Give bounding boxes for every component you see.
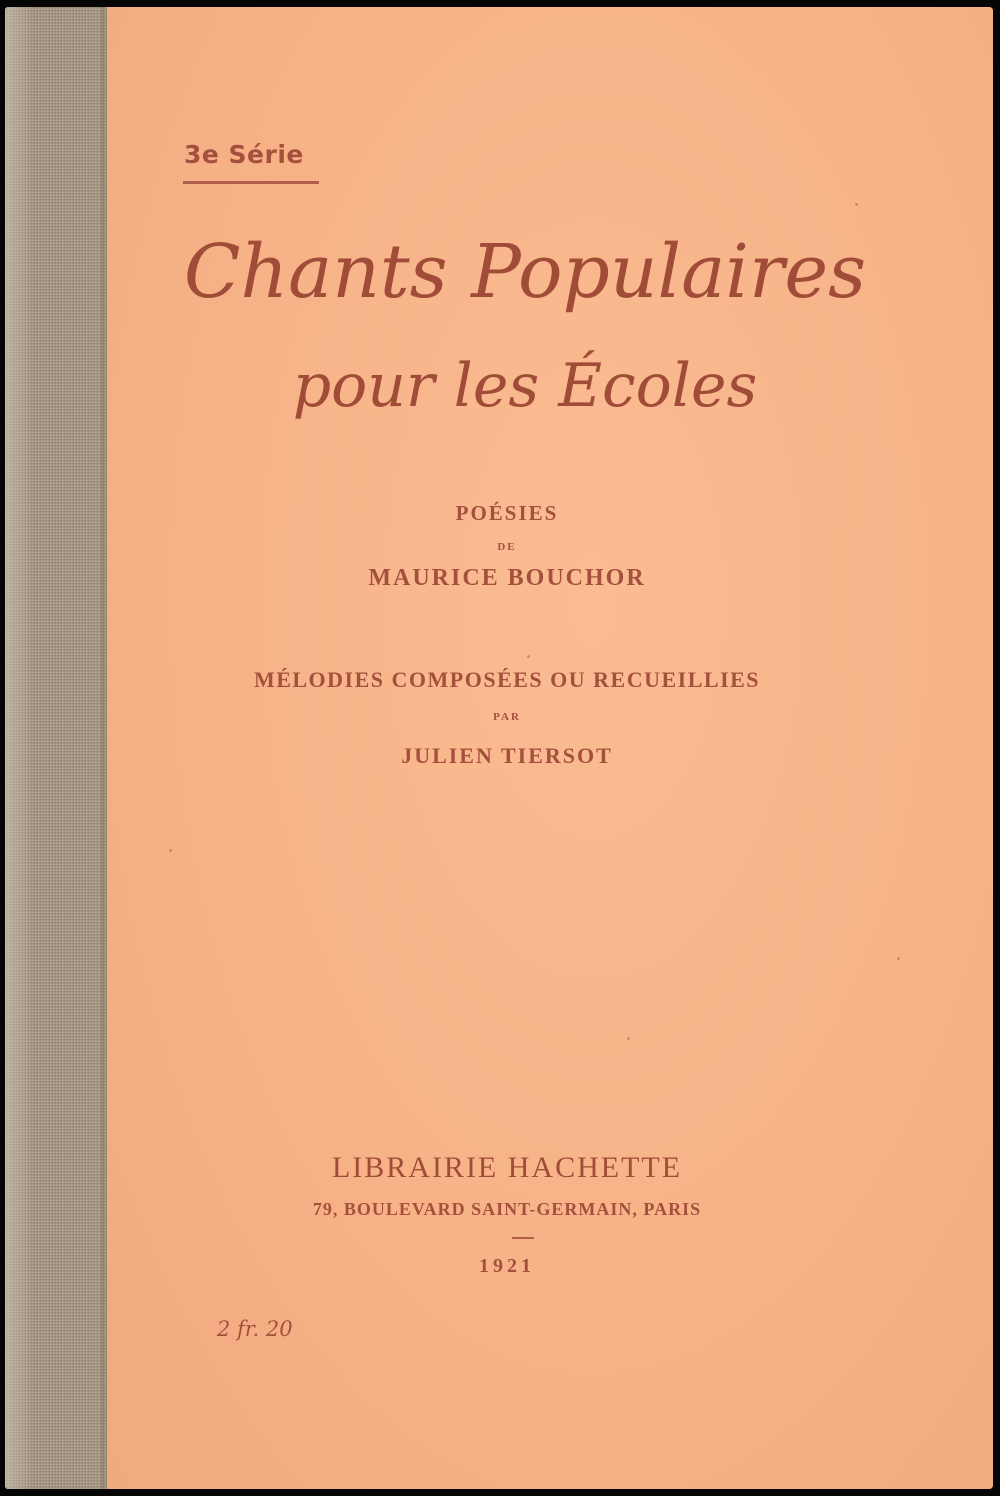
price-label: 2 fr. 20 <box>217 1317 293 1341</box>
poet-name: MAURICE BOUCHOR <box>368 565 646 591</box>
spine-edge <box>5 7 33 1489</box>
paper-speck <box>855 203 858 206</box>
publisher-address: 79, BOULEVARD SAINT-GERMAIN, PARIS <box>312 1199 702 1219</box>
series-underline <box>183 181 319 184</box>
poetry-label: POÉSIES <box>455 501 559 525</box>
composer-name: JULIEN TIERSOT <box>401 743 613 768</box>
title-line-1: Chants Populaires <box>183 229 867 315</box>
melodies-label: MÉLODIES COMPOSÉES OU RECUEILLIES <box>253 667 761 692</box>
series-label: 3e Série <box>184 140 304 169</box>
publisher-name: LIBRAIRIE HACHETTE <box>331 1151 683 1184</box>
front-cover <box>107 7 993 1489</box>
title-line-2: pour les Écoles <box>292 351 758 421</box>
paper-speck <box>627 1037 630 1040</box>
year-divider <box>512 1237 534 1239</box>
paper-speck <box>527 655 530 658</box>
publication-year: 1921 <box>479 1255 535 1277</box>
paper-speck <box>897 957 900 960</box>
paper-speck <box>169 849 172 852</box>
de-label: DE <box>497 541 517 553</box>
cloth-spine <box>5 7 107 1489</box>
par-label: PAR <box>493 711 521 723</box>
book <box>5 7 993 1489</box>
